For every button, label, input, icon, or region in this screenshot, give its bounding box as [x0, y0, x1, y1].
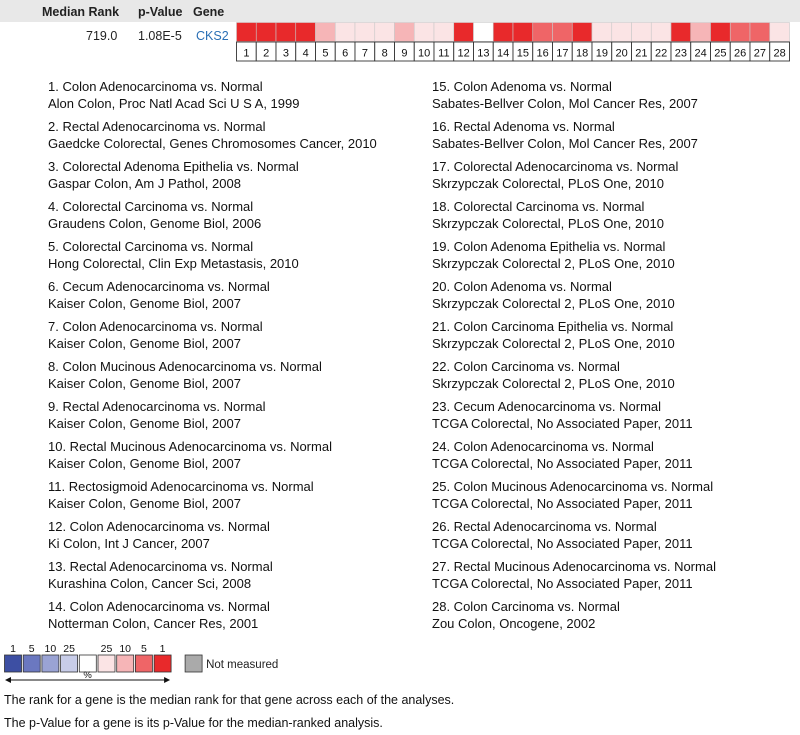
analysis-source: TCGA Colorectal, No Associated Paper, 2011 [432, 576, 693, 591]
analysis-item [432, 438, 716, 478]
legend-percent-label: % [83, 670, 92, 681]
legend-swatch [135, 655, 152, 672]
legend-swatch [61, 655, 78, 672]
heatmap-index-label: 20 [615, 47, 628, 60]
heatmap-cell-17[interactable] [553, 23, 573, 42]
heatmap-index-label: 22 [655, 47, 668, 60]
analysis-source: Skrzypczak Colorectal 2, PLoS One, 2010 [432, 256, 675, 271]
heatmap-cell-13[interactable] [474, 23, 494, 42]
legend-blue-label: 25 [63, 643, 75, 655]
heatmap-cell-22[interactable] [651, 23, 671, 42]
analysis-item [48, 518, 377, 558]
analysis-item [432, 358, 716, 398]
heatmap-index-label: 17 [556, 47, 569, 60]
analysis-title: 27. Rectal Mucinous Adenocarcinoma vs. Normal [432, 559, 716, 574]
legend-swatch [154, 655, 171, 672]
analysis-source: Zou Colon, Oncogene, 2002 [432, 616, 596, 631]
analysis-item [432, 318, 716, 358]
heatmap-cell-19[interactable] [592, 23, 612, 42]
heatmap-index-label: 23 [674, 47, 687, 60]
analysis-title: 11. Rectosigmoid Adenocarcinoma vs. Normal [48, 479, 314, 494]
analysis-source: Skrzypczak Colorectal 2, PLoS One, 2010 [432, 336, 675, 351]
analysis-item [432, 278, 716, 318]
heatmap-cell-8[interactable] [375, 23, 395, 42]
analysis-item [48, 438, 377, 478]
heatmap-index-label: 9 [401, 47, 408, 60]
legend-red-label: 5 [140, 643, 147, 655]
analysis-source: Skrzypczak Colorectal, PLoS One, 2010 [432, 216, 664, 231]
heatmap-cell-5[interactable] [316, 23, 336, 42]
analysis-title: 7. Colon Adenocarcinoma vs. Normal [48, 319, 263, 334]
analysis-item [48, 198, 377, 238]
heatmap-index-label: 13 [477, 47, 490, 60]
analysis-title: 3. Colorectal Adenoma Epithelia vs. Normal [48, 159, 299, 174]
heatmap-cell-20[interactable] [612, 23, 632, 42]
analysis-title: 17. Colorectal Adenocarcinoma vs. Normal [432, 159, 679, 174]
analysis-item [432, 118, 716, 158]
heatmap-cell-27[interactable] [750, 23, 770, 42]
rank-heatmap [236, 22, 796, 66]
analysis-title: 24. Colon Adenocarcinoma vs. Normal [432, 439, 654, 454]
heatmap-cell-12[interactable] [454, 23, 474, 42]
analysis-title: 8. Colon Mucinous Adenocarcinoma vs. Normal [48, 359, 322, 374]
analysis-item [432, 198, 716, 238]
heatmap-index-label: 26 [734, 47, 747, 60]
results-header [0, 0, 800, 22]
analysis-source: Gaedcke Colorectal, Genes Chromosomes Cancer, 2010 [48, 136, 377, 151]
heatmap-cell-6[interactable] [335, 23, 355, 42]
p-value-value: 1.08E-5 [138, 29, 182, 43]
heatmap-index-label: 28 [773, 47, 786, 60]
analysis-title: 18. Colorectal Carcinoma vs. Normal [432, 199, 645, 214]
heatmap-index-label: 11 [438, 47, 450, 60]
heatmap-index-label: 21 [635, 47, 648, 60]
not-measured-swatch [185, 655, 202, 672]
analysis-item [48, 118, 377, 158]
analysis-title: 19. Colon Adenoma Epithelia vs. Normal [432, 239, 666, 254]
heatmap-index-label: 27 [753, 47, 766, 60]
analysis-source: Alon Colon, Proc Natl Acad Sci U S A, 1999 [48, 96, 300, 111]
gene-header: Gene [193, 5, 225, 19]
analysis-source: Kaiser Colon, Genome Biol, 2007 [48, 336, 241, 351]
analysis-item [48, 358, 377, 398]
analysis-title: 9. Rectal Adenocarcinoma vs. Normal [48, 399, 266, 414]
analysis-source: TCGA Colorectal, No Associated Paper, 2011 [432, 456, 693, 471]
analysis-item [48, 238, 377, 278]
legend-red-label: 10 [119, 643, 132, 655]
heatmap-cell-23[interactable] [671, 23, 691, 42]
analysis-item [432, 238, 716, 278]
heatmap-cell-18[interactable] [572, 23, 592, 42]
analysis-item [48, 278, 377, 318]
analysis-item [48, 318, 377, 358]
heatmap-cell-9[interactable] [395, 23, 415, 42]
heatmap-cell-28[interactable] [770, 23, 790, 42]
not-measured-label: Not measured [206, 659, 279, 671]
analysis-title: 15. Colon Adenoma vs. Normal [432, 79, 612, 94]
analysis-item [48, 478, 377, 518]
heatmap-index-label: 25 [714, 47, 727, 60]
heatmap-index-label: 12 [457, 47, 470, 60]
analysis-source: Graudens Colon, Genome Biol, 2006 [48, 216, 262, 231]
rank-footnote: The rank for a gene is the median rank for that gene across each of the analyses. [4, 693, 455, 707]
analysis-item [48, 78, 377, 118]
analysis-title: 22. Colon Carcinoma vs. Normal [432, 359, 620, 374]
analysis-source: Kurashina Colon, Cancer Sci, 2008 [48, 576, 252, 591]
analysis-title: 20. Colon Adenoma vs. Normal [432, 279, 612, 294]
legend-arrow-right-head [164, 677, 170, 683]
analysis-source: Kaiser Colon, Genome Biol, 2007 [48, 496, 241, 511]
analysis-item [432, 558, 716, 598]
analysis-source: Sabates-Bellver Colon, Mol Cancer Res, 2007 [432, 136, 698, 151]
heatmap-index-label: 19 [595, 47, 608, 60]
heatmap-index-label: 16 [536, 47, 549, 60]
legend-red-label: 1 [159, 643, 166, 655]
analysis-source: Kaiser Colon, Genome Biol, 2007 [48, 296, 241, 311]
analysis-source: Skrzypczak Colorectal 2, PLoS One, 2010 [432, 296, 675, 311]
heatmap-index-label: 24 [694, 47, 707, 60]
heatmap-cell-14[interactable] [493, 23, 513, 42]
analysis-title: 2. Rectal Adenocarcinoma vs. Normal [48, 119, 266, 134]
legend-swatch [23, 655, 40, 672]
heatmap-cell-16[interactable] [533, 23, 553, 42]
heatmap-index-label: 15 [516, 47, 529, 60]
analysis-source: Skrzypczak Colorectal 2, PLoS One, 2010 [432, 376, 675, 391]
analysis-source: Hong Colorectal, Clin Exp Metastasis, 2010 [48, 256, 299, 271]
analysis-title: 14. Colon Adenocarcinoma vs. Normal [48, 599, 270, 614]
analysis-source: Gaspar Colon, Am J Pathol, 2008 [48, 176, 241, 191]
median-rank-value: 719.0 [86, 29, 118, 43]
analysis-item [48, 558, 377, 598]
analysis-item [432, 158, 716, 198]
heatmap-cell-11[interactable] [434, 23, 454, 42]
analysis-title: 28. Colon Carcinoma vs. Normal [432, 599, 620, 614]
analysis-title: 26. Rectal Adenocarcinoma vs. Normal [432, 519, 657, 534]
analysis-source: Notterman Colon, Cancer Res, 2001 [48, 616, 259, 631]
heatmap-index-label: 7 [361, 47, 368, 60]
heatmap-cell-25[interactable] [711, 23, 731, 42]
heatmap-index-label: 6 [342, 47, 349, 60]
legend-swatch [42, 655, 59, 672]
color-legend [4, 642, 304, 686]
analysis-title: 5. Colorectal Carcinoma vs. Normal [48, 239, 254, 254]
analysis-source: Skrzypczak Colorectal, PLoS One, 2010 [432, 176, 664, 191]
analysis-source: Kaiser Colon, Genome Biol, 2007 [48, 376, 241, 391]
analysis-item [48, 398, 377, 438]
analysis-item [432, 598, 716, 638]
heatmap-cell-2[interactable] [256, 23, 276, 42]
analysis-title: 12. Colon Adenocarcinoma vs. Normal [48, 519, 270, 534]
heatmap-cell-4[interactable] [296, 23, 316, 42]
legend-swatch [5, 655, 22, 672]
heatmap-index-label: 3 [282, 47, 289, 60]
heatmap-index-label: 14 [497, 47, 510, 60]
analyses-list-right [432, 78, 716, 638]
heatmap-cell-10[interactable] [414, 23, 434, 42]
analysis-item [48, 158, 377, 198]
analysis-source: TCGA Colorectal, No Associated Paper, 2011 [432, 536, 693, 551]
analysis-title: 16. Rectal Adenoma vs. Normal [432, 119, 615, 134]
analysis-source: Kaiser Colon, Genome Biol, 2007 [48, 416, 241, 431]
median-rank-header: Median Rank [42, 5, 120, 19]
heatmap-index-label: 5 [322, 47, 329, 60]
analysis-title: 6. Cecum Adenocarcinoma vs. Normal [48, 279, 270, 294]
heatmap-cell-21[interactable] [632, 23, 652, 42]
pvalue-footnote: The p-Value for a gene is its p-Value for the median-ranked analysis. [4, 716, 383, 730]
analysis-title: 21. Colon Carcinoma Epithelia vs. Normal [432, 319, 674, 334]
p-value-header: p-Value [138, 5, 183, 19]
legend-blue-label: 5 [28, 643, 35, 655]
legend-blue-label: 10 [44, 643, 57, 655]
gene-link[interactable]: CKS2 [196, 29, 229, 43]
analysis-title: 13. Rectal Adenocarcinoma vs. Normal [48, 559, 273, 574]
heatmap-cell-7[interactable] [355, 23, 375, 42]
analysis-source: TCGA Colorectal, No Associated Paper, 2011 [432, 496, 693, 511]
analysis-title: 25. Colon Mucinous Adenocarcinoma vs. Normal [432, 479, 714, 494]
heatmap-index-label: 10 [418, 47, 431, 60]
analysis-item [432, 398, 716, 438]
heatmap-index-label: 4 [302, 47, 309, 60]
heatmap-index-label: 8 [381, 47, 388, 60]
heatmap-cell-1[interactable] [237, 23, 257, 42]
heatmap-cell-3[interactable] [276, 23, 296, 42]
analysis-item [432, 518, 716, 558]
heatmap-index-label: 2 [263, 47, 270, 60]
analysis-source: TCGA Colorectal, No Associated Paper, 2011 [432, 416, 693, 431]
heatmap-index-label: 18 [576, 47, 589, 60]
heatmap-cell-24[interactable] [691, 23, 711, 42]
analysis-item [432, 478, 716, 518]
legend-swatch [98, 655, 115, 672]
heatmap-cell-26[interactable] [730, 23, 750, 42]
analysis-source: Kaiser Colon, Genome Biol, 2007 [48, 456, 241, 471]
analysis-title: 1. Colon Adenocarcinoma vs. Normal [48, 79, 263, 94]
analysis-title: 4. Colorectal Carcinoma vs. Normal [48, 199, 254, 214]
analysis-source: Sabates-Bellver Colon, Mol Cancer Res, 2007 [432, 96, 698, 111]
heatmap-index-label: 1 [243, 47, 250, 60]
analysis-item [432, 78, 716, 118]
legend-red-label: 25 [100, 643, 113, 655]
analyses-list-left [48, 78, 377, 638]
legend-swatch [117, 655, 134, 672]
legend-arrow-left-head [5, 677, 11, 683]
heatmap-cell-15[interactable] [513, 23, 533, 42]
legend-blue-label: 1 [10, 643, 16, 655]
analysis-title: 23. Cecum Adenocarcinoma vs. Normal [432, 399, 662, 414]
analysis-source: Ki Colon, Int J Cancer, 2007 [48, 536, 210, 551]
analysis-title: 10. Rectal Mucinous Adenocarcinoma vs. Normal [48, 439, 332, 454]
analysis-item [48, 598, 377, 638]
